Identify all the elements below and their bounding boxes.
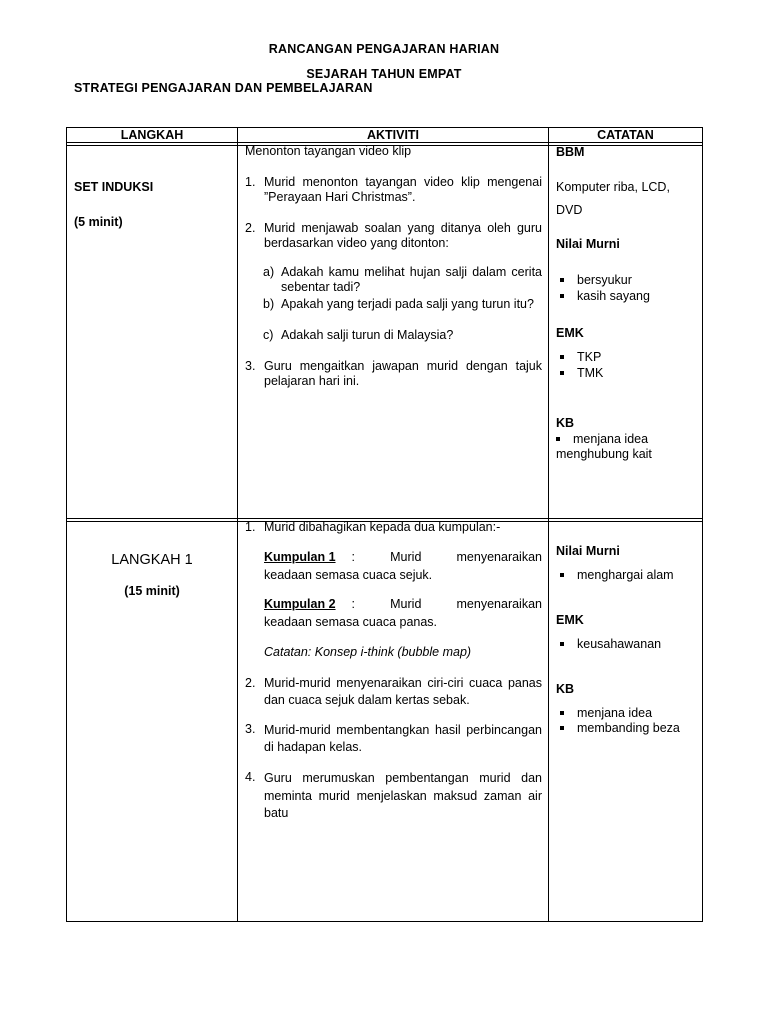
langkah-1-label: LANGKAH 1 xyxy=(111,552,193,568)
bullet-text: menghargai alam xyxy=(577,568,674,582)
group-1-line-1: : Murid menyenaraikan xyxy=(351,550,542,564)
set-induksi-intro: Menonton tayangan video klip xyxy=(245,144,412,158)
step-number: 3. xyxy=(245,359,256,373)
bullet-icon xyxy=(560,726,564,730)
kb-label: KB xyxy=(556,416,575,430)
question-text: Adakah kamu melihat hujan salji dalam cerita sebentar tadi? xyxy=(281,265,542,294)
column-header-catatan: CATATAN xyxy=(597,128,654,142)
step-text: Murid menonton tayangan video klip mengenai ”Perayaan Hari Christmas”. xyxy=(264,175,542,204)
bullet-icon xyxy=(560,371,564,375)
question-letter: b) xyxy=(263,297,275,311)
group-1-label: Kumpulan 1 xyxy=(264,550,336,564)
bullet-text: menjana idea xyxy=(577,706,653,720)
question-text: Adakah salji turun di Malaysia? xyxy=(281,328,454,342)
document-subtitle: SEJARAH TAHUN EMPAT xyxy=(306,67,462,81)
bullet-text: kasih sayang xyxy=(577,289,650,303)
question-letter: a) xyxy=(263,265,275,279)
bullet-text: membanding beza xyxy=(577,721,680,735)
bullet-icon xyxy=(560,355,564,359)
column-header-langkah: LANGKAH xyxy=(120,128,184,142)
step-text: Murid-murid menyenaraikan ciri-ciri cuaca panas dan cuaca sejuk dalam kertas sebak. xyxy=(264,676,542,707)
bullet-text: bersyukur xyxy=(577,273,632,287)
step-number: 2. xyxy=(245,676,256,690)
kb-label: KB xyxy=(556,682,575,696)
step-number: 3. xyxy=(245,722,256,736)
step-number: 1. xyxy=(245,520,256,534)
step-text: Guru merumuskan pembentangan murid dan meminta murid menjelaskan maksud zaman air batu xyxy=(264,771,542,820)
step-number: 2. xyxy=(245,221,256,235)
bullet-icon xyxy=(560,294,564,298)
group-2-line-2: keadaan semasa cuaca panas. xyxy=(264,615,438,629)
kb-item-continuation: menghubung kait xyxy=(556,447,652,461)
bbm-label: BBM xyxy=(556,145,585,159)
group-2-line-1: : Murid menyenaraikan xyxy=(351,597,542,611)
set-induksi-time: (5 minit) xyxy=(74,215,123,229)
bullet-icon xyxy=(560,642,564,646)
bullet-icon xyxy=(560,573,564,577)
step-number: 4. xyxy=(245,770,256,784)
step-text: Murid menjawab soalan yang ditanya oleh guru berdasarkan video yang ditonton: xyxy=(264,221,542,250)
group-1 xyxy=(264,550,542,583)
set-induksi-label: SET INDUKSI xyxy=(74,180,154,194)
nilai-murni-label: Nilai Murni xyxy=(556,544,620,558)
group-2-line-1-wrap xyxy=(352,597,542,612)
bullet-text: TMK xyxy=(577,366,604,380)
question-letter: c) xyxy=(263,328,274,342)
step-number: 1. xyxy=(245,175,256,189)
bullet-icon xyxy=(560,278,564,282)
bbm-line-2: DVD xyxy=(556,203,583,217)
step-text: Guru mengaitkan jawapan murid dengan tajuk pelajaran hari ini. xyxy=(264,359,542,388)
section-title: STRATEGI PENGAJARAN DAN PEMBELAJARAN xyxy=(74,81,373,95)
group-1-line-2: keadaan semasa cuaca sejuk. xyxy=(264,568,433,582)
langkah-1-time: (15 minit) xyxy=(124,584,180,598)
bullet-text: menjana idea xyxy=(573,432,649,446)
group-2 xyxy=(264,597,542,630)
document-title: RANCANGAN PENGAJARAN HARIAN xyxy=(268,42,500,56)
bullet-text: TKP xyxy=(577,350,602,364)
emk-label: EMK xyxy=(556,326,584,340)
bullet-icon xyxy=(560,711,564,715)
step-text: Murid-murid membentangkan hasil perbincangan di hadapan kelas. xyxy=(264,723,542,754)
bullet-icon xyxy=(556,437,560,441)
bullet-text: keusahawanan xyxy=(577,637,662,651)
bbm-line-1: Komputer riba, LCD, xyxy=(556,180,670,194)
group-1-line-1-wrap xyxy=(352,550,542,565)
column-header-aktiviti: AKTIVITI xyxy=(366,128,420,142)
catatan-note: Catatan: Konsep i-think (bubble map) xyxy=(264,645,472,659)
nilai-murni-label: Nilai Murni xyxy=(556,237,620,251)
group-2-label: Kumpulan 2 xyxy=(264,597,336,611)
question-text: Apakah yang terjadi pada salji yang turun itu? xyxy=(281,297,534,311)
emk-label: EMK xyxy=(556,613,584,627)
step-text: Murid dibahagikan kepada dua kumpulan:- xyxy=(264,520,501,534)
